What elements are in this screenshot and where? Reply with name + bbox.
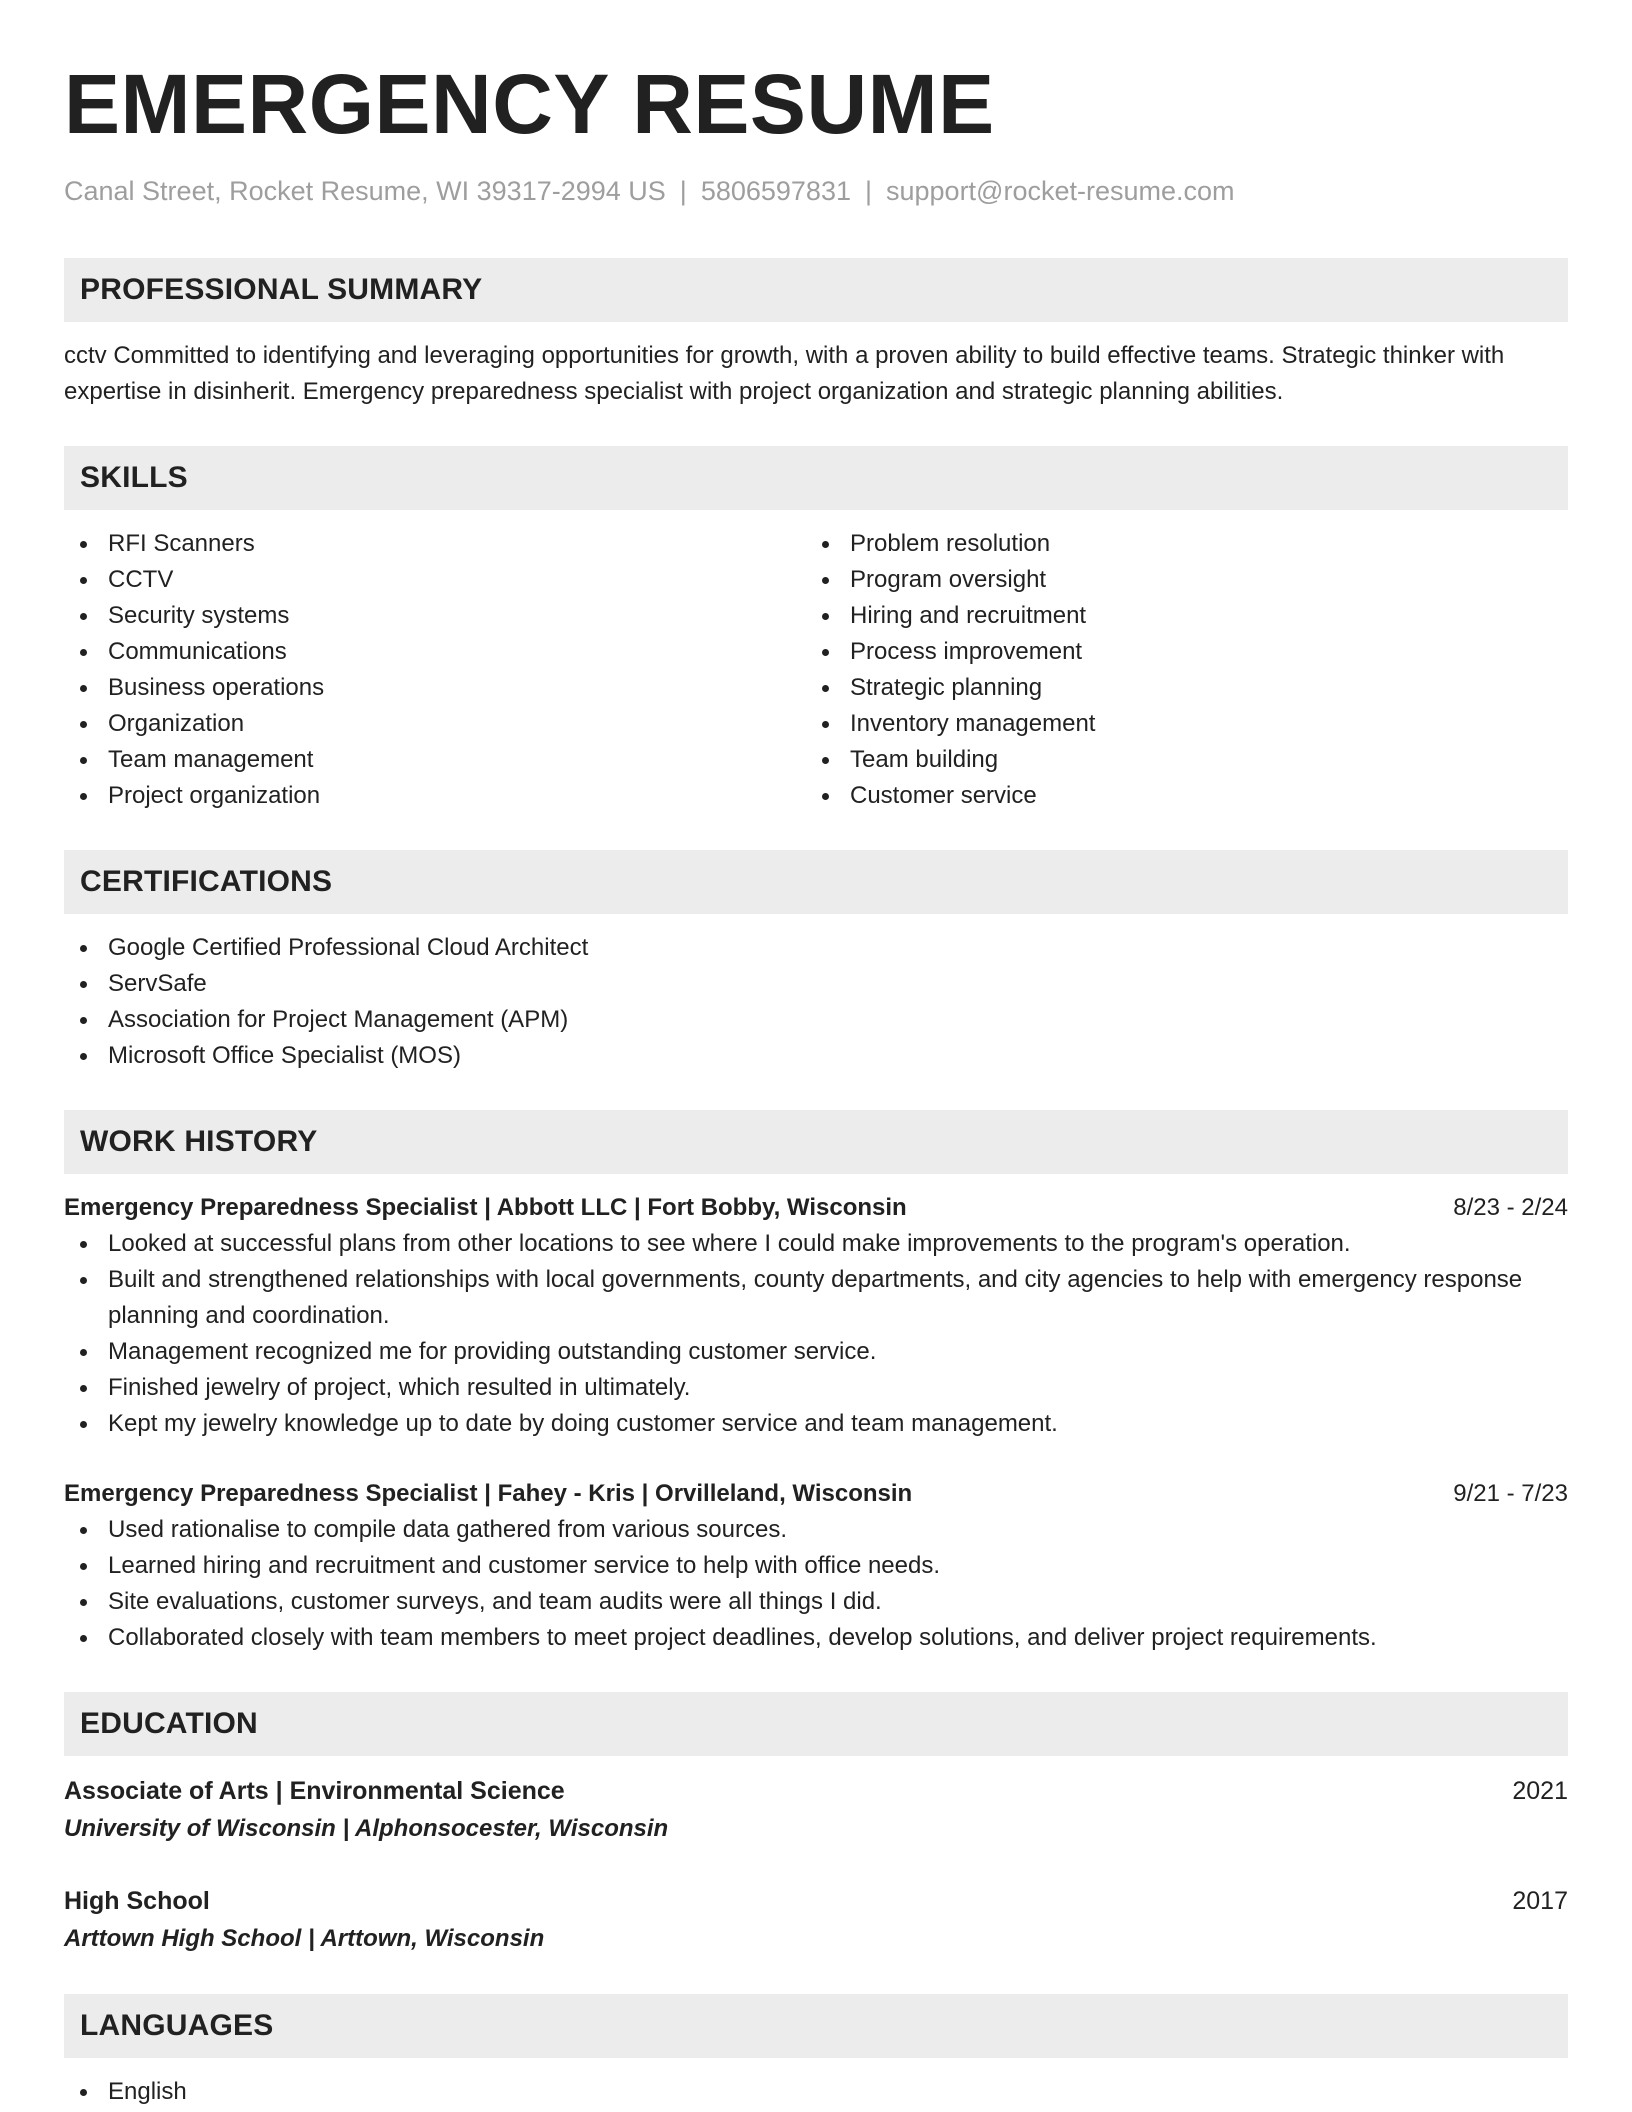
contact-address: Canal Street, Rocket Resume, WI 39317-2994 US bbox=[64, 176, 666, 206]
certifications-heading: CERTIFICATIONS bbox=[64, 850, 1568, 914]
languages-list bbox=[64, 2074, 1568, 2110]
education-year: 2017 bbox=[1512, 1887, 1568, 1915]
certifications-section bbox=[64, 850, 1568, 1074]
skill-item: Team building bbox=[806, 742, 1548, 778]
skill-item: Organization bbox=[64, 706, 806, 742]
job-entry bbox=[64, 1190, 1568, 1442]
summary-text: cctv Committed to identifying and leveraging opportunities for growth, with a proven ability to build effective teams. Strategic thinker with expertise in disinherit. Emergency preparedness specialist with project organization and strategic planning abilities. bbox=[64, 342, 1505, 405]
job-bullet: Built and strengthened relationships with local governments, county departments, and city agencies to help with emergency response planning and coordination. bbox=[64, 1262, 1568, 1334]
skill-item: Customer service bbox=[806, 778, 1548, 814]
skills-list-right bbox=[806, 526, 1548, 814]
skill-item: Hiring and recruitment bbox=[806, 598, 1548, 634]
skill-item: Strategic planning bbox=[806, 670, 1548, 706]
contact-separator: | bbox=[679, 176, 687, 206]
education-year: 2021 bbox=[1512, 1777, 1568, 1805]
certification-item: Google Certified Professional Cloud Architect bbox=[64, 930, 1568, 966]
skill-item: CCTV bbox=[64, 562, 806, 598]
skill-item: Communications bbox=[64, 634, 806, 670]
contact-email: support@rocket-resume.com bbox=[886, 176, 1235, 206]
skill-item: Security systems bbox=[64, 598, 806, 634]
certification-item: Microsoft Office Specialist (MOS) bbox=[64, 1038, 1568, 1074]
summary-section bbox=[64, 258, 1568, 410]
job-bullet: Learned hiring and recruitment and customer service to help with office needs. bbox=[64, 1548, 1568, 1584]
skill-item: Project organization bbox=[64, 778, 806, 814]
job-bullet: Looked at successful plans from other locations to see where I could make improvements to the program's operation. bbox=[64, 1226, 1568, 1262]
certifications-list bbox=[64, 930, 1568, 1074]
contact-phone: 5806597831 bbox=[700, 176, 851, 206]
job-bullet-list bbox=[64, 1226, 1568, 1442]
job-bullet: Collaborated closely with team members to meet project deadlines, develop solutions, and deliver project requirements. bbox=[64, 1620, 1568, 1656]
skill-item: Process improvement bbox=[806, 634, 1548, 670]
work-history-heading: WORK HISTORY bbox=[64, 1110, 1568, 1174]
skill-item: Business operations bbox=[64, 670, 806, 706]
education-school: University of Wisconsin | Alphonsocester, Wisconsin bbox=[64, 1815, 669, 1842]
education-school: Arttown High School | Arttown, Wisconsin bbox=[64, 1925, 545, 1952]
job-dates: 8/23 - 2/24 bbox=[1453, 1194, 1568, 1221]
skills-section bbox=[64, 446, 1568, 814]
job-bullet: Kept my jewelry knowledge up to date by doing customer service and team management. bbox=[64, 1406, 1568, 1442]
skills-heading: SKILLS bbox=[64, 446, 1568, 510]
job-bullet: Management recognized me for providing outstanding customer service. bbox=[64, 1334, 1568, 1370]
certification-item: Association for Project Management (APM) bbox=[64, 1002, 1568, 1038]
skill-item: Problem resolution bbox=[806, 526, 1548, 562]
certification-item: ServSafe bbox=[64, 966, 1568, 1002]
job-bullet-list bbox=[64, 1512, 1568, 1656]
work-history-section bbox=[64, 1110, 1568, 1656]
skill-item: Team management bbox=[64, 742, 806, 778]
summary-heading: PROFESSIONAL SUMMARY bbox=[64, 258, 1568, 322]
education-degree: High School bbox=[64, 1887, 210, 1915]
languages-section bbox=[64, 1994, 1568, 2110]
skill-item: RFI Scanners bbox=[64, 526, 806, 562]
education-degree: Associate of Arts | Environmental Science bbox=[64, 1777, 565, 1805]
education-entry bbox=[64, 1772, 1568, 1848]
job-heading: Emergency Preparedness Specialist | Fahey - Kris | Orvilleland, Wisconsin bbox=[64, 1480, 913, 1507]
job-bullet: Finished jewelry of project, which resulted in ultimately. bbox=[64, 1370, 1568, 1406]
job-bullet: Used rationalise to compile data gathered from various sources. bbox=[64, 1512, 1568, 1548]
language-item: English bbox=[64, 2074, 1568, 2110]
languages-heading: LANGUAGES bbox=[64, 1994, 1568, 2058]
education-heading: EDUCATION bbox=[64, 1692, 1568, 1756]
resume-page bbox=[64, 0, 1568, 2110]
skills-list-left bbox=[64, 526, 806, 814]
contact-line bbox=[64, 174, 1568, 208]
job-heading: Emergency Preparedness Specialist | Abbott LLC | Fort Bobby, Wisconsin bbox=[64, 1194, 907, 1221]
skill-item: Program oversight bbox=[806, 562, 1548, 598]
job-dates: 9/21 - 7/23 bbox=[1453, 1480, 1568, 1507]
education-section bbox=[64, 1692, 1568, 1958]
job-bullet: Site evaluations, customer surveys, and team audits were all things I did. bbox=[64, 1584, 1568, 1620]
education-entry bbox=[64, 1882, 1568, 1958]
resume-name: EMERGENCY RESUME bbox=[64, 57, 995, 151]
job-entry bbox=[64, 1476, 1568, 1656]
contact-separator: | bbox=[864, 176, 872, 206]
skill-item: Inventory management bbox=[806, 706, 1548, 742]
